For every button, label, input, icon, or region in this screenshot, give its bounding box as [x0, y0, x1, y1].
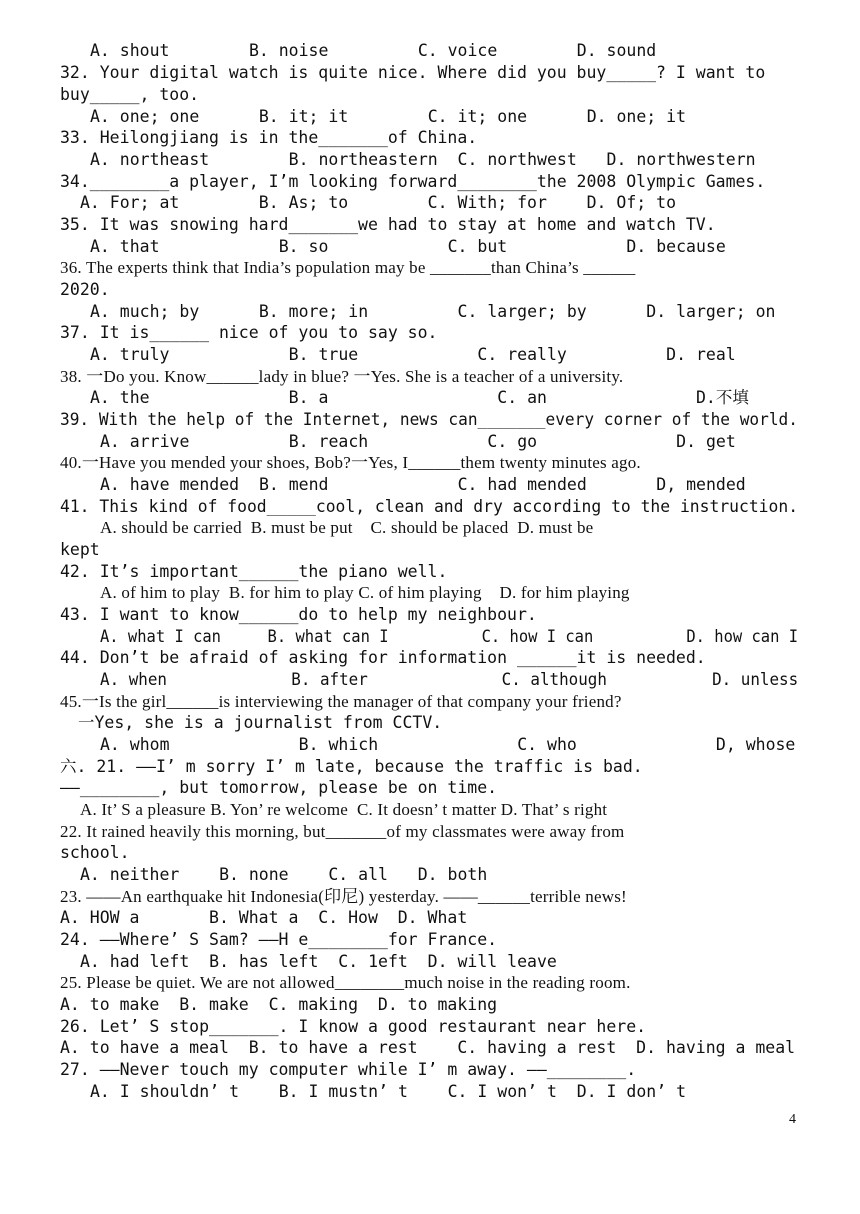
page-number: 4: [789, 1112, 796, 1127]
q45-text-cont: 一Yes, she is a journalist from CCTV.: [78, 713, 443, 732]
q38-options: A. the B. a C. an D.不填: [90, 388, 749, 407]
q27-options: A. I shouldn’ t B. I mustn’ t C. I won’ t D. I don’ t: [90, 1082, 687, 1101]
q40-text: 40.一Have you mended your shoes, Bob?一Yes, I______them twenty minutes ago.: [60, 453, 641, 472]
q21-options: A. It’ S a pleasure B. Yon’ re welcome C. It doesn’ t matter D. That’ s right: [80, 800, 608, 819]
q32-text: 32. Your digital watch is quite nice. Where did you buy_____? I want to: [60, 63, 766, 82]
q43-text: 43. I want to know______do to help my neighbour.: [60, 605, 537, 624]
q39-options: A. arrive B. reach C. go D. get: [100, 432, 736, 451]
q24-text: 24. ——Where’ S Sam? ——H e________for France.: [60, 930, 498, 949]
q42-options: A. of him to play B. for him to play C. of him playing D. for him playing: [100, 583, 630, 602]
q45-text: 45.一Is the girl______is interviewing the manager of that company your friend?: [60, 692, 622, 711]
q41-text: 41. This kind of food_____cool, clean and dry according to the instruction.: [60, 497, 798, 516]
q32-text-cont: buy_____, too.: [60, 85, 200, 104]
q37-options: A. truly B. true C. really D. real: [90, 345, 736, 364]
q40-options: A. have mended B. mend C. had mended D, mended: [100, 475, 746, 494]
q26-text: 26. Let’ S stop_______. I know a good restaurant near here.: [60, 1017, 647, 1036]
q33-options: A. northeast B. northeastern C. northwest D. northwestern: [90, 150, 756, 169]
q26-options: A. to have a meal B. to have a rest C. having a rest D. having a meal: [60, 1038, 796, 1057]
q27-text: 27. ——Never touch my computer while I’ m away. ——________.: [60, 1060, 637, 1079]
q45-options: A. whom B. which C. who D, whose: [100, 735, 796, 754]
q41-options: A. should be carried B. must be put C. should be placed D. must be: [100, 518, 594, 537]
q37-text: 37. It is______ nice of you to say so.: [60, 323, 438, 342]
q38-text: 38. 一Do you. Know______lady in blue? 一Yes. She is a teacher of a university.: [60, 367, 624, 386]
q39-text: 39. With the help of the Internet, news can_______every corner of the world.: [60, 410, 798, 429]
q22-text: 22. It rained heavily this morning, but_______of my classmates were away from: [60, 822, 625, 841]
q36-text-cont: 2020.: [60, 280, 110, 299]
q41-options-cont: kept: [60, 540, 100, 559]
q44-options: A. when B. after C. although D. unless: [100, 670, 798, 689]
q22-options: A. neither B. none C. all D. both: [80, 865, 488, 884]
q32-options: A. one; one B. it; it C. it; one D. one; it: [90, 107, 687, 126]
q22-text-cont: school.: [60, 843, 130, 862]
section6-q21-text: 六. 21. ——I’ m sorry I’ m late, because the traffic is bad.: [60, 757, 643, 776]
q23-text: 23. ——An earthquake hit Indonesia(印尼) yesterday. ——______terrible news!: [60, 887, 627, 906]
q36-text: 36. The experts think that India’s population may be _______than China’s ______: [60, 258, 636, 277]
q34-text: 34.________a player, I’m looking forward________the 2008 Olympic Games.: [60, 172, 766, 191]
q25-text: 25. Please be quiet. We are not allowed________much noise in the reading room.: [60, 973, 631, 992]
q25-options: A. to make B. make C. making D. to making: [60, 995, 498, 1014]
q21-text-cont: ——________, but tomorrow, please be on time.: [60, 778, 498, 797]
q43-options: A. what I can B. what can I C. how I can D. how can I: [100, 627, 798, 646]
q23-options: A. HOW a B. What a C. How D. What: [60, 908, 468, 927]
q35-text: 35. It was snowing hard_______we had to stay at home and watch TV.: [60, 215, 716, 234]
q35-options: A. that B. so C. but D. because: [90, 237, 726, 256]
q44-text: 44. Don’t be afraid of asking for information ______it is needed.: [60, 648, 706, 667]
q36-options: A. much; by B. more; in C. larger; by D. larger; on: [90, 302, 776, 321]
q33-text: 33. Heilongjiang is in the_______of China.: [60, 128, 478, 147]
q31-options: A. shout B. noise C. voice D. sound: [90, 41, 657, 60]
q34-options: A. For; at B. As; to C. With; for D. Of; to: [80, 193, 677, 212]
q24-options: A. had left B. has left C. 1eft D. will leave: [80, 952, 557, 971]
q42-text: 42. It’s important______the piano well.: [60, 562, 448, 581]
